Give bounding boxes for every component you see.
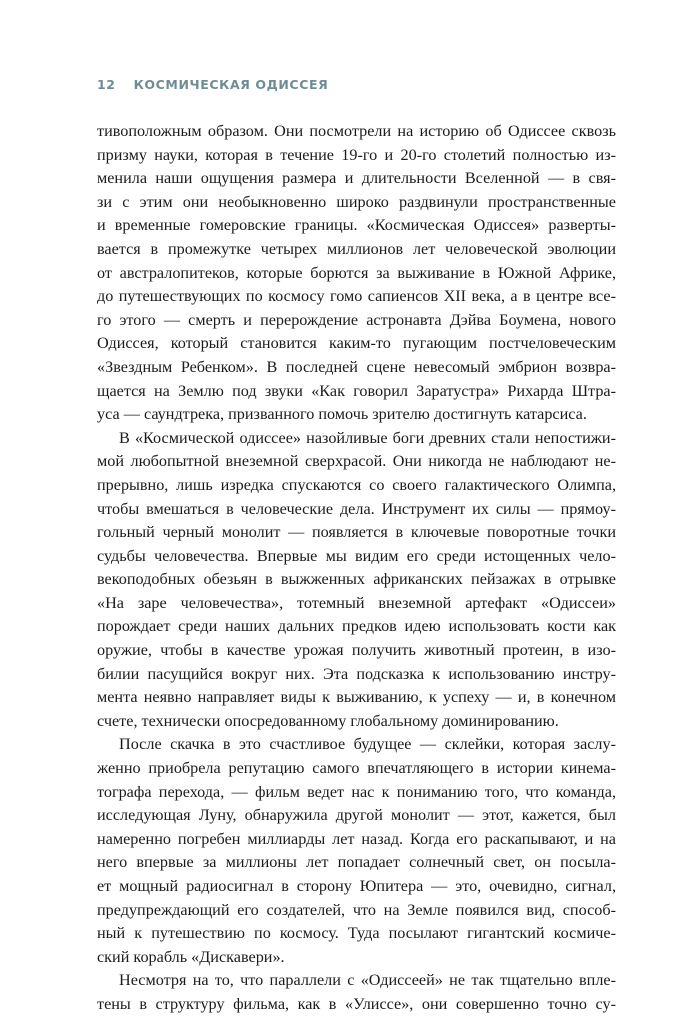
text-line: прерывно, лишь изредка спускаются со своего галактического Олимпа, — [97, 475, 616, 494]
text-line: гольный черный монолит — появляется в ключевые поворотные точки — [97, 523, 616, 542]
paragraph — [97, 733, 616, 969]
text-line: го этого — смерть и перерождение астронавта Дэйва Боумена, нового — [97, 310, 616, 329]
text-line: чтобы вмешаться в человеческие дела. Инструмент их силы — прямоу- — [97, 499, 616, 518]
paragraph — [97, 427, 616, 734]
text-line: женно приобрела репутацию самого впечатляющего в истории кинема- — [97, 759, 616, 778]
text-line: предупреждающий его создателей, что на Земле появился вид, способ- — [97, 900, 616, 919]
running-header — [97, 77, 328, 92]
text-line: оружие, чтобы в качестве урожая получить животный протеин, в изо- — [97, 641, 616, 660]
body-text — [97, 120, 616, 1017]
text-line: намеренно погребен миллиарды лет назад. Когда его раскапывают, и на — [97, 829, 616, 848]
text-line: мента неявно направляет виды к выживанию, к успеху — и, в конечном — [97, 688, 616, 707]
text-line: векоподобных обезьян в выжженных африканских пейзажах в отрывке — [97, 570, 616, 589]
text-line: от австралопитеков, которые борются за выживание в Южной Африке, — [97, 263, 616, 282]
text-line: ный к путешествию по космосу. Туда посылают гигантский космиче- — [97, 924, 616, 943]
text-line: ет мощный радиосигнал в сторону Юпитера — это, очевидно, сигнал, — [97, 877, 616, 895]
text-line: судьбы человечества. Впервые мы видим его среди истощенных чело- — [97, 546, 616, 565]
text-line: щается на Землю под звуки «Как говорил Заратустра» Рихарда Штра- — [97, 381, 616, 400]
paragraph — [97, 969, 616, 1016]
text-line: исследующая Луну, обнаружила другой монолит — этот, кажется, был — [97, 806, 616, 825]
text-line: тены в структуру фильма, как в «Улиссе», они совершенно точно су- — [97, 994, 616, 1013]
text-line: него впервые за миллионы лет попадает солнечный свет, он посыла- — [97, 853, 616, 872]
text-line: мой любопытной внеземной сверхрасой. Они никогда не наблюдают не- — [97, 452, 616, 471]
text-line: менила наши ощущения размера и длительности Вселенной — в свя- — [97, 169, 616, 188]
text-line: и временные гомеровские границы. «Космическая Одиссея» разверты- — [97, 216, 616, 235]
text-line: тивоположным образом. Они посмотрели на историю об Одиссее сквозь — [97, 122, 616, 140]
text-line: до путешествующих по космосу гомо сапиенсов XII века, а в центре все- — [97, 287, 616, 306]
text-line: уса — саундтрека, призванного помочь зрителю достигнуть катарсиса. — [97, 405, 587, 424]
page-number: 12 — [97, 77, 116, 92]
text-line: «На заре человечества», тотемный внеземной артефакт «Одиссеи» — [97, 593, 616, 612]
paragraph — [97, 120, 616, 427]
text-line: «Звездным Ребенком». В последней сцене невесомый эмбрион возвра- — [97, 357, 616, 376]
text-line: билии пасущийся вокруг них. Эта подсказка к использованию инстру- — [97, 664, 616, 683]
text-line: порождает среди наших дальних предков идею использовать кости как — [97, 617, 616, 636]
text-line: После скачка в это счастливое будущее — склейки, которая заслу- — [119, 735, 616, 754]
text-line: призму науки, которая в течение 19-го и 20-го столетий полностью из- — [97, 145, 616, 164]
text-line: зи с этим они необыкновенно широко раздвинули пространственные — [97, 192, 616, 211]
text-line: вается в промежутке четырех миллионов лет человеческой эволюции — [97, 239, 616, 258]
text-line: ский корабль «Дискавери». — [97, 947, 285, 966]
text-line: счете, технически опосредованному глобальному доминированию. — [97, 711, 559, 730]
text-line: Одиссея, который становится каким-то пугающим постчеловеческим — [97, 334, 616, 353]
text-line: В «Космической одиссее» назойливые боги древних стали непостижи- — [119, 428, 616, 447]
running-title: КОСМИЧЕСКАЯ ОДИССЕЯ — [133, 77, 329, 92]
text-line: Несмотря на то, что параллели с «Одиссеей» не так тщательно впле- — [119, 971, 616, 990]
text-line: тографа перехода, — фильм ведет нас к пониманию того, что команда, — [97, 782, 616, 801]
